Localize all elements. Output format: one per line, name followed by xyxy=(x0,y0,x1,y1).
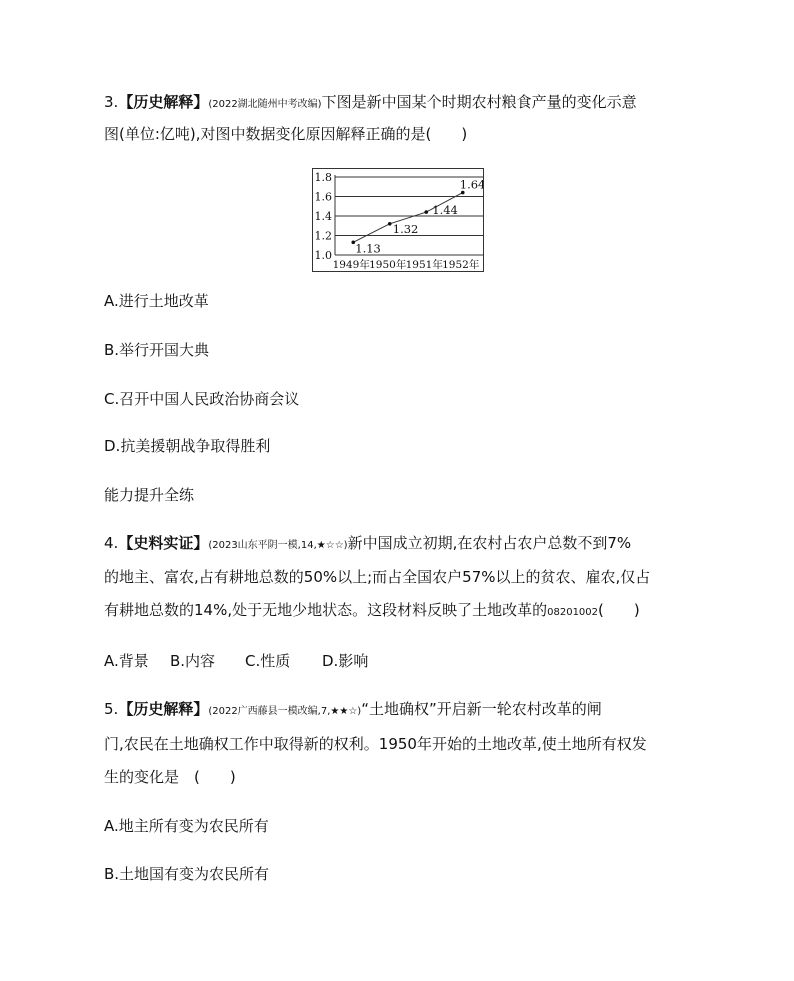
grain-output-chart xyxy=(312,168,484,272)
q3-tag: 【历史解释】 xyxy=(118,93,209,111)
data-label: 1.44 xyxy=(432,203,458,218)
x-tick-label: 1951年 xyxy=(405,259,443,271)
section-title: 能力提升全练 xyxy=(104,486,195,504)
q3-option-b[interactable]: B.举行开国大典 xyxy=(104,341,210,359)
q5-line1 xyxy=(104,699,602,722)
q5-option-b[interactable]: B.土地国有变为农民所有 xyxy=(104,865,270,883)
x-tick-label: 1952年 xyxy=(442,259,480,271)
q3-source: (2022湖北随州中考改编) xyxy=(208,99,322,110)
data-label: 1.64 xyxy=(459,177,483,192)
x-tick-label: 1950年 xyxy=(369,259,407,271)
q5-text-line2: 门,农民在土地确权工作中取得新的权利。1950年开始的土地改革,使土地所有权发 xyxy=(104,735,647,753)
chart-svg xyxy=(313,169,483,271)
q5-text-line3: 生的变化是 ( ) xyxy=(104,768,236,786)
q4-option-d[interactable]: D.影响 xyxy=(322,652,369,670)
q4-option-a[interactable]: A.背景 xyxy=(104,652,149,670)
q4-option-c[interactable]: C.性质 xyxy=(245,652,291,670)
data-label: 1.32 xyxy=(392,221,419,236)
q4-text-line3: 有耕地总数的14%,处于无地少地状态。这段材料反映了土地改革的 xyxy=(104,601,548,619)
y-tick-label: 1.6 xyxy=(314,190,332,204)
q4-line1 xyxy=(104,533,631,556)
data-point xyxy=(424,210,428,214)
q4-source: (2023山东平阴一模,14,★☆☆) xyxy=(208,540,348,551)
x-tick-label: 1949年 xyxy=(332,259,370,271)
q3-stem-line1: 下图是新中国某个时期农村粮食产量的变化示意 xyxy=(321,93,637,111)
y-tick-label: 1.2 xyxy=(314,229,332,243)
q3-line1 xyxy=(104,92,637,115)
q3-stem-line2: 图(单位:亿吨),对图中数据变化原因解释正确的是( ) xyxy=(104,125,468,143)
q4-option-b[interactable]: B.内容 xyxy=(170,652,216,670)
data-label: 1.13 xyxy=(355,241,381,256)
q5-option-a[interactable]: A.地主所有变为农民所有 xyxy=(104,817,269,835)
q4-text-line2: 的地主、富农,占有耕地总数的50%以上;而占全国农户57%以上的贫农、雇农,仅占 xyxy=(104,568,651,586)
data-point xyxy=(388,222,392,226)
y-tick-label: 1.4 xyxy=(314,210,332,223)
q4-code: 08201002 xyxy=(547,607,599,618)
q4-tag: 【史料实证】 xyxy=(118,534,209,552)
q4-line3 xyxy=(104,600,640,623)
q5-text-line1: “土地确权”开启新一轮农村改革的闸 xyxy=(361,700,602,718)
q3-option-c[interactable]: C.召开中国人民政治协商会议 xyxy=(104,390,300,408)
q5-source: (2022广西藤县一模改编,7,★★☆) xyxy=(208,706,362,717)
q3-number: 3. xyxy=(104,93,119,111)
q4-text-line1: 新中国成立初期,在农村占农户总数不到7% xyxy=(347,534,632,552)
y-tick-label: 1.8 xyxy=(314,171,332,184)
q5-tag: 【历史解释】 xyxy=(118,700,209,718)
q3-option-a[interactable]: A.进行土地改革 xyxy=(104,292,209,310)
y-tick-label: 1.0 xyxy=(314,249,332,262)
q3-option-d[interactable]: D.抗美援朝战争取得胜利 xyxy=(104,437,271,455)
q5-number: 5. xyxy=(104,700,119,718)
q4-tail: ( ) xyxy=(598,601,640,619)
q4-options xyxy=(104,651,368,671)
q4-number: 4. xyxy=(104,534,119,552)
